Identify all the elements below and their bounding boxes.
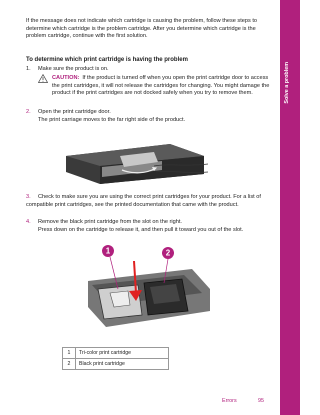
footer-section: Errors xyxy=(222,398,237,404)
legend-label: Black print cartridge xyxy=(76,359,169,370)
step-number: 1. xyxy=(26,66,31,72)
step-text: Remove the black print cartridge from the slot on the right. xyxy=(38,219,182,225)
table-row xyxy=(63,359,169,370)
footer-page-number: 95 xyxy=(258,398,264,404)
table-row xyxy=(63,348,169,359)
caution-label: CAUTION: xyxy=(52,75,80,81)
step-3 xyxy=(26,194,272,209)
step-text: Check to make sure you are using the correct print cartridges for your product. For a list of compatible print cartridges, see the printed documentation that came with the product. xyxy=(26,194,261,208)
legend-number: 2 xyxy=(63,359,76,370)
chapter-sidebar xyxy=(280,0,300,415)
step-detail: The print carriage moves to the far right side of the product. xyxy=(38,116,186,123)
printer-open-door-illustration xyxy=(62,134,212,186)
legend-number: 1 xyxy=(63,348,76,359)
step-number: 2. xyxy=(26,109,31,115)
chapter-tab-label: Solve a problem xyxy=(284,62,290,104)
callout-number-1: 1 xyxy=(105,246,111,256)
intro-paragraph: If the message does not indicate which cartridge is causing the problem, follow these steps to determine which cartridge is the problem cartridge. After you determine which cartridge is the problem cartridge, continue with the first solution. xyxy=(26,18,258,40)
step-2 xyxy=(26,109,272,124)
step-number: 3. xyxy=(26,194,31,200)
procedure-heading: To determine which print cartridge is having the problem xyxy=(26,57,188,63)
caution-note xyxy=(52,75,274,98)
step-text: Open the print cartridge door. xyxy=(38,109,111,115)
caution-text: If the product is turned off when you open the print cartridge door to access the print cartridges, it will not release the cartridges for changing. You might damage the product if the print cartridges are not docked safely when you try to remove them. xyxy=(52,75,270,97)
step-4 xyxy=(26,219,272,234)
callout-number-2: 2 xyxy=(165,248,171,258)
warning-icon xyxy=(38,74,48,83)
callout-legend-table xyxy=(62,347,169,370)
step-detail: Press down on the cartridge to release it, and then pull it toward you out of the slot. xyxy=(38,226,244,233)
step-text: Make sure the product is on. xyxy=(38,66,109,72)
step-1 xyxy=(26,66,272,74)
step-number: 4. xyxy=(26,219,31,225)
cartridge-carriage-illustration xyxy=(84,241,214,341)
legend-label: Tri-color print cartridge xyxy=(76,348,169,359)
